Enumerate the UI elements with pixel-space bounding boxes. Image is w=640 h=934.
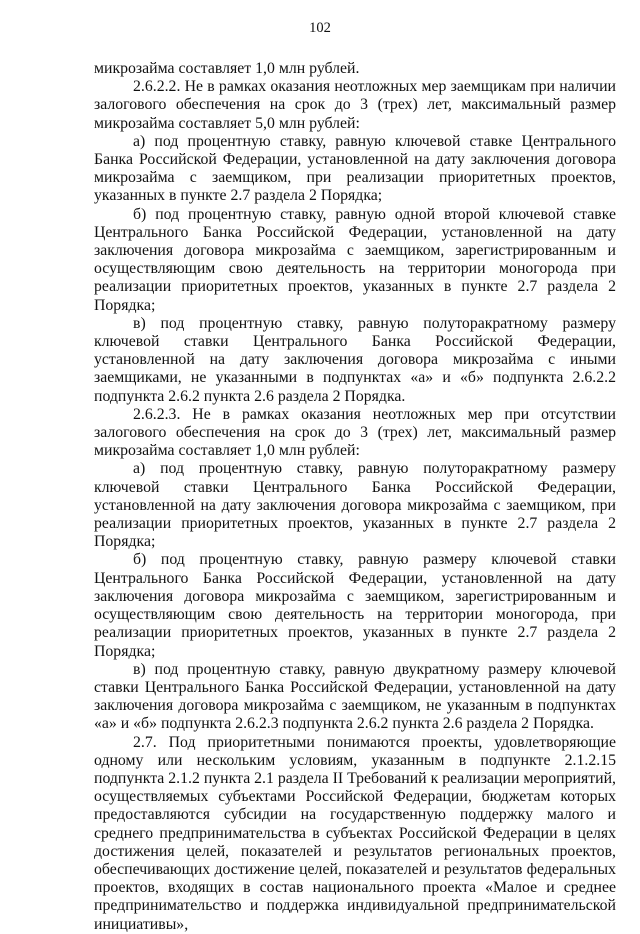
paragraph-2-6-2-3-v: в) под процентную ставку, равную двукратному размеру ключевой ставки Центрального Банка Российской Федерации, установленной на дату заключения договора микрозайма с заемщиком, не указанным в подпунктах «а» и «б» подпункта 2.6.2.3 подпункта 2.6.2 пункта 2.6 раздела 2 Порядка.	[94, 660, 616, 733]
paragraph-2-6-2-2: 2.6.2.2. Не в рамках оказания неотложных мер заемщикам при наличии залогового обеспечения на срок до 3 (трех) лет, максимальный размер микрозайма составляет 5,0 млн рублей:	[94, 78, 616, 132]
paragraph-2-6-2-2-b: б) под процентную ставку, равную одной второй ключевой ставке Центрального Банка Российской Федерации, установленной на дату заключения договора микрозайма с заемщиком, зарегистрированным и осуществляющим свою деятельность на территории моногорода при реализации приоритетных проектов, указанных в пункте 2.7 раздела 2 Порядка;	[94, 205, 616, 314]
paragraph-2-6-2-3-b: б) под процентную ставку, равную размеру ключевой ставки Центрального Банка Российской Федерации, установленной на дату заключения договора микрозайма с заемщиком, зарегистрированным и осуществляющим свою деятельность на территории моногорода, при реализации приоритетных проектов, указанных в пункте 2.7 раздела 2 Порядка;	[94, 551, 616, 660]
document-body	[94, 60, 616, 934]
paragraph-2-6-2-2-a: а) под процентную ставку, равную ключевой ставке Центрального Банка Российской Федерации, установленной на дату заключения договора микрозайма с заемщиком, при реализации приоритетных проектов, указанных в пункте 2.7 раздела 2 Порядка;	[94, 132, 616, 205]
paragraph-2-6-2-2-v: в) под процентную ставку, равную полуторакратному размеру ключевой ставки Центрального Банка Российской Федерации, установленной на дату заключения договора микрозайма с иными заемщиками, не указанными в подпунктах «а» и «б» подпункта 2.6.2.2 подпункта 2.6.2 пункта 2.6 раздела 2 Порядка.	[94, 314, 616, 405]
page-number: 102	[309, 20, 331, 36]
paragraph-2-6-2-3-a: а) под процентную ставку, равную полуторакратному размеру ключевой ставки Центрального Банка Российской Федерации, установленной на дату заключения договора микрозайма с заемщиком, при реализации приоритетных проектов, указанных в пункте 2.7 раздела 2 Порядка;	[94, 460, 616, 551]
paragraph-continuation: микрозайма составляет 1,0 млн рублей.	[94, 60, 360, 77]
paragraph-2-6-2-3: 2.6.2.3. Не в рамках оказания неотложных мер при отсутствии залогового обеспечения на срок до 3 (трех) лет, максимальный размер микрозайма составляет 1,0 млн рублей:	[94, 405, 616, 460]
paragraph-2-7: 2.7. Под приоритетными понимаются проекты, удовлетворяющие одному или нескольким условиям, указанным в подпункте 2.1.2.15 подпункта 2.1.2 пункта 2.1 раздела II Требований к реализации мероприятий, осуществляемых субъектами Российской Федерации, бюджетам которых предоставляются субсидии на государственную поддержку малого и среднего предпринимательства в субъектах Российской Федерации в целях достижения целей, показателей и результатов региональных проектов, обеспечивающих достижение целей, показателей и результатов федеральных проектов, входящих в состав национального проекта «Малое и среднее предпринимательство и поддержка индивидуальной предпринимательской инициативы»,	[94, 733, 616, 933]
